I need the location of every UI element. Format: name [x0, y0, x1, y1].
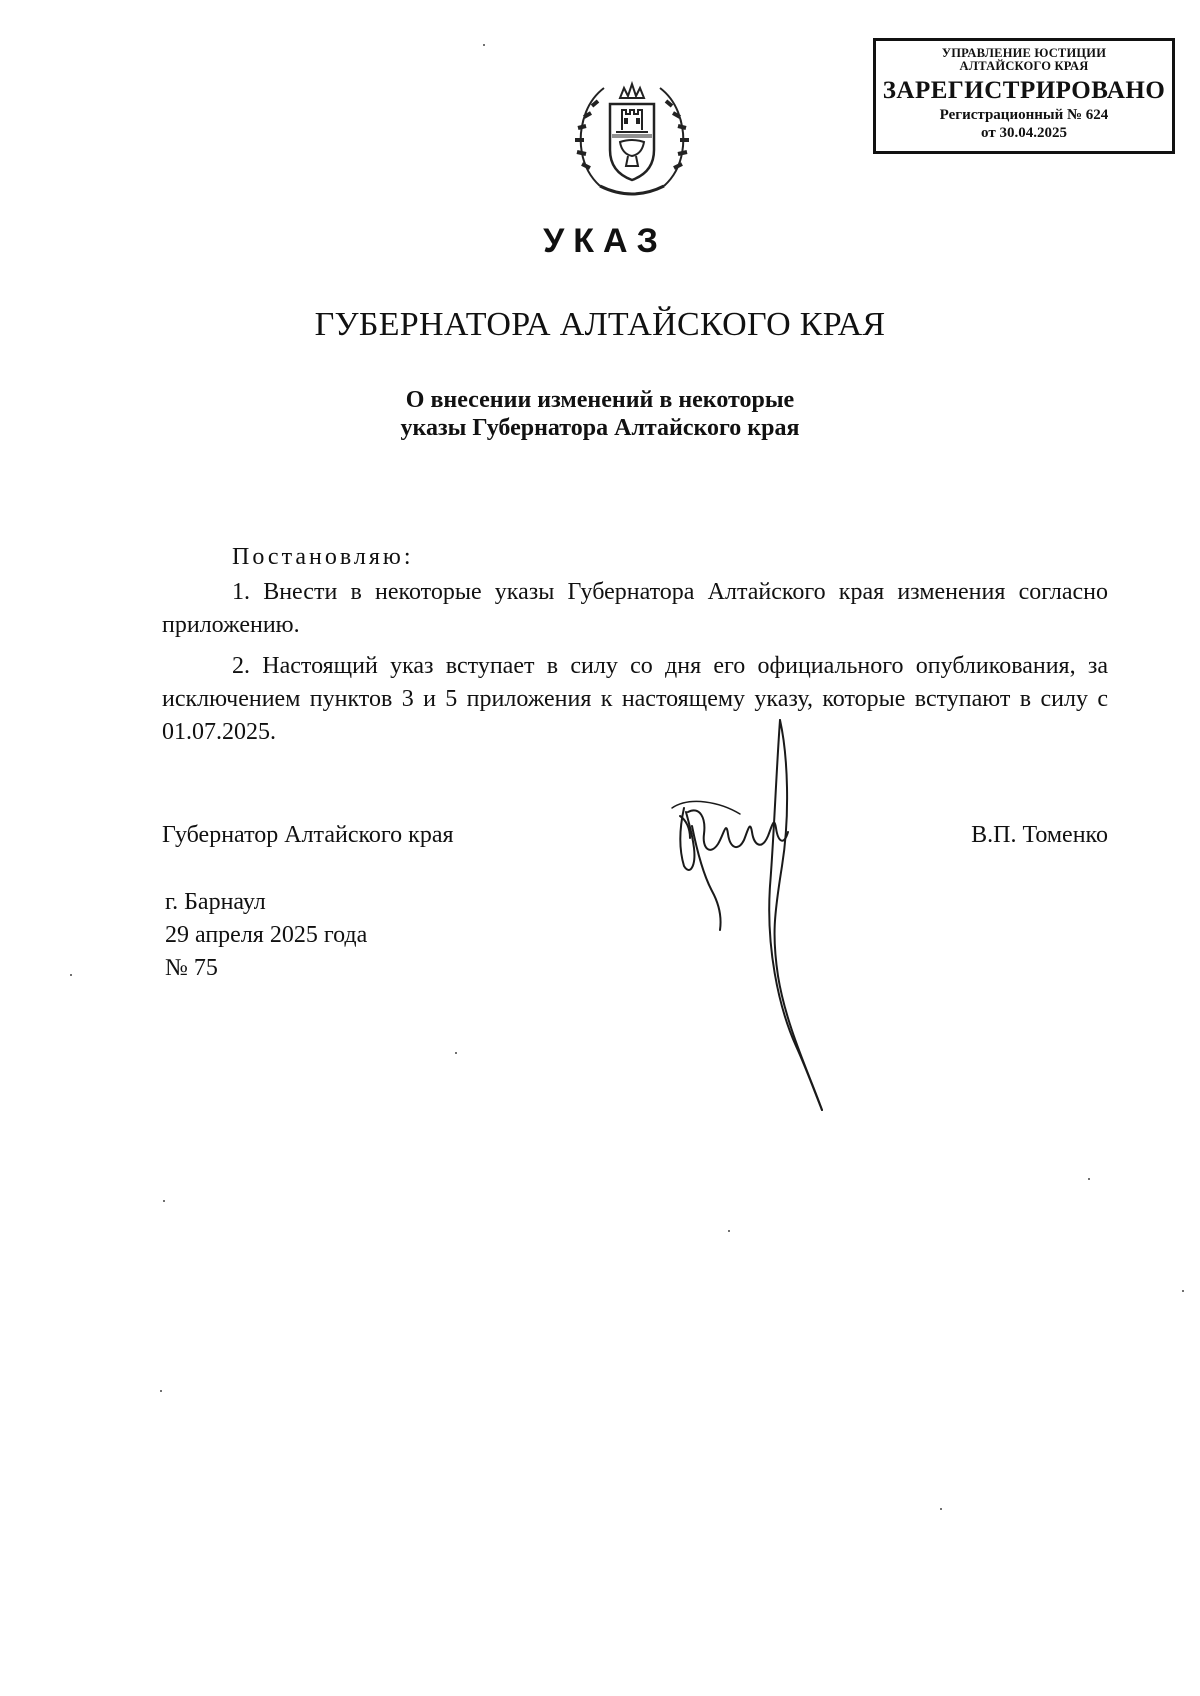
- heading-line-2: указы Губернатора Алтайского края: [400, 415, 800, 441]
- heading-line-1: О внесении изменений в некоторые: [405, 387, 795, 413]
- stamp-org-line2: АЛТАЙСКОГО КРАЯ: [959, 59, 1089, 73]
- stamp-organization: [876, 47, 1172, 73]
- handwritten-signature: [670, 716, 840, 1112]
- stamp-org-line1: УПРАВЛЕНИЕ ЮСТИЦИИ: [941, 46, 1107, 60]
- document-number: № 75: [165, 955, 218, 981]
- clause-2: 2. Настоящий указ вступает в силу со дня его официального опубликования, за исключением пунктов 3 и 5 приложения к настоящему указу, которые вступают в силу с 01.07.2025.: [162, 653, 1108, 745]
- city: г. Барнаул: [165, 889, 266, 915]
- coat-of-arms-icon: [570, 68, 694, 200]
- stamp-status: ЗАРЕГИСТРИРОВАНО: [882, 77, 1166, 104]
- document-title: УКАЗ: [543, 222, 667, 260]
- scan-speck: [163, 1200, 165, 1202]
- stamp-registration-number: Регистрационный № 624: [939, 107, 1109, 123]
- signatory-name: В.П. Томенко: [971, 822, 1108, 848]
- scan-speck: [455, 1052, 457, 1054]
- scan-speck: [1088, 1178, 1090, 1180]
- signatory-position: Губернатор Алтайского края: [162, 822, 454, 848]
- signature-row: [162, 822, 1108, 849]
- scan-speck: [70, 974, 72, 976]
- registration-stamp: [873, 38, 1175, 154]
- scan-speck: [160, 1390, 162, 1392]
- document-heading: [0, 386, 1200, 442]
- scan-speck: [940, 1508, 942, 1510]
- scan-speck: [728, 1230, 730, 1232]
- intro-paragraph: Постановляю:: [232, 544, 414, 570]
- scan-speck: [1182, 1290, 1184, 1292]
- stamp-date: от 30.04.2025: [981, 125, 1067, 141]
- document-issuer: ГУБЕРНАТОРА АЛТАЙСКОГО КРАЯ: [314, 306, 886, 343]
- place-date-block: [165, 886, 367, 985]
- document-date: 29 апреля 2025 года: [165, 922, 368, 948]
- clause-1: 1. Внести в некоторые указы Губернатора Алтайского края изменения согласно приложению.: [162, 579, 1108, 638]
- scan-speck: [483, 44, 485, 46]
- document-body: [162, 541, 1108, 749]
